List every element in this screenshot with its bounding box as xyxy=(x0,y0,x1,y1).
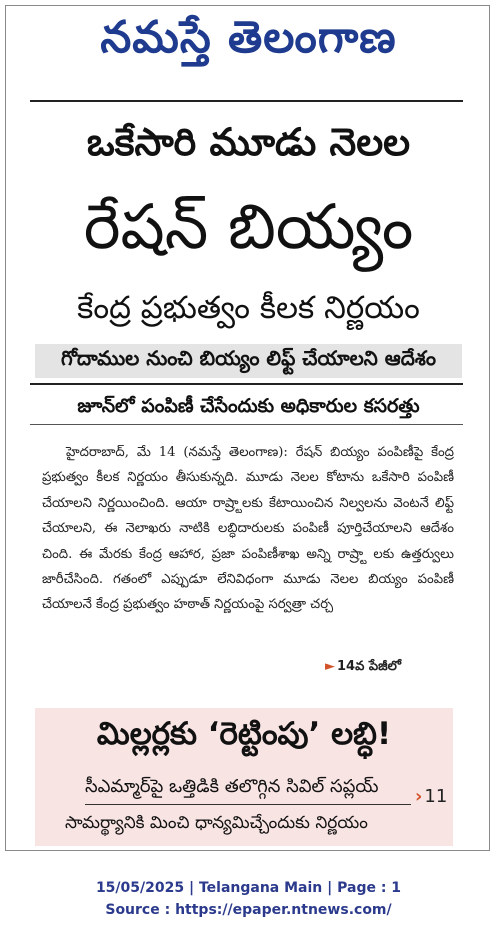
jump-label: 14వ పేజీలో xyxy=(337,659,401,674)
deck-line-1: గోదాముల నుంచి బియ్యం లిఫ్ట్ చేయాలని ఆదేశం xyxy=(60,346,437,370)
article-body xyxy=(42,440,454,618)
deck-divider xyxy=(30,383,463,385)
article-paragraph: హైదరాబాద్, మే 14 (నమస్తే తెలంగాణ): రేషన్ బియ్యం పంపిణీపై కేంద్ర ప్రభుత్వం కీలక నిర్ణయం తీసుకున్నది. మూడు నెలల కోటాను ఒకేసారి పంపిణీ చేయాలని నిర్ణయించింది. ఆయా రాష్ర్టాలకు కేటాయించిన నిల్వలను వెంటనే లిఫ్ట్ చేయాలని, ఈ నెలాఖరు నాటికి లబ్ధిదారులకు పంపిణీ పూర్తిచేయాలని ఆదేశం చింది. ఈ మేరకు కేంద్ర ఆహార, ప్రజా పంపిణీశాఖ అన్ని రాష్ర్టా లకు ఉత్తర్వులు జారీచేసింది. గతంలో ఎప్పుడూ లేనివిధంగా మూడు నెలల బియ్యం పంపిణీ చేయాలనే కేంద్ర ప్రభుత్వం హఠాత్ నిర్ణయంపై సర్వత్రా చర్చ xyxy=(42,445,454,613)
sidebar-subline-1: సీఎమ్మార్‌పై ఒత్తిడికి తలొగ్గిన సివిల్ సప్లయ్ xyxy=(85,776,379,797)
page-ref-number: 11 xyxy=(424,786,448,807)
sidebar-page-reference[interactable] xyxy=(415,786,447,807)
sidebar-headline: మిల్లర్లకు ‘రెట్టింపు’ లబ్ధి! xyxy=(96,716,392,752)
sidebar-divider xyxy=(85,804,411,805)
footer-edition-info: 15/05/2025 | Telangana Main | Page : 1 xyxy=(95,880,402,896)
jump-arrow-icon: ► xyxy=(325,659,335,674)
sub-headline: కేంద్ర ప్రభుత్వం కీలక నిర్ణయం xyxy=(77,290,420,326)
headline-kicker: ఒకేసారి మూడు నెలల xyxy=(86,120,411,164)
main-headline: రేషన్ బియ్యం xyxy=(83,190,414,263)
deck-line-2: జూన్‌లో పంపిణీ చేసేందుకు అధికారుల కసరత్తు xyxy=(77,395,420,417)
masthead-divider xyxy=(30,100,463,102)
sidebar-story xyxy=(35,708,453,846)
footer-source-link[interactable]: Source : https://epaper.ntnews.com/ xyxy=(105,902,392,918)
page-ref-arrow-icon: › xyxy=(415,786,423,807)
sidebar-subline-2: సామర్థ్యానికి మించి ధాన్యమిచ్చేందుకు నిర్ణయం xyxy=(65,813,368,833)
continued-on-page[interactable] xyxy=(325,659,401,677)
newspaper-masthead: నమస్తే తెలంగాణ xyxy=(100,12,397,63)
body-divider xyxy=(30,424,463,425)
